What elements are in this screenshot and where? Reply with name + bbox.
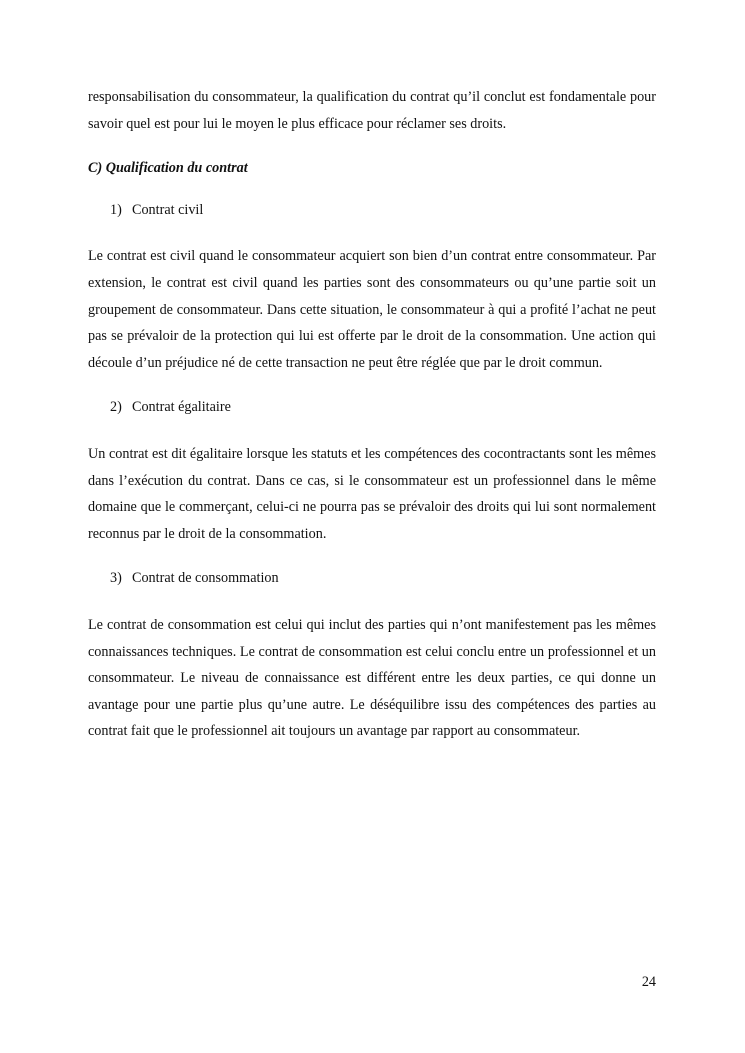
subsection-heading-2 bbox=[88, 394, 656, 421]
subsection-paragraph-1: Le contrat est civil quand le consommateur acquiert son bien d’un contrat entre consommateur. Par extension, le contrat est civil quand les parties sont des consommateurs ou qu’une partie soit un groupement de consommateur. Dans cette situation, le consommateur à qui a profité l’achat ne peut pas se prévaloir de la protection qui lui est offerte par le droit de la consommation. Une action qui découle d’un préjudice né de cette transaction ne peut être réglée que par le droit commun. bbox=[88, 248, 656, 371]
subsection-heading-1 bbox=[88, 197, 656, 224]
subsection-number: 3) bbox=[110, 570, 122, 587]
subsection-number: 1) bbox=[110, 201, 122, 218]
subsection-title: Contrat de consommation bbox=[132, 570, 279, 587]
subsection-paragraph-2: Un contrat est dit égalitaire lorsque les statuts et les compétences des cocontractants sont les mêmes dans l’exécution du contrat. Dans ce cas, si le consommateur est un professionnel dans le même domaine que le commerçant, celui-ci ne pourra pas se prévaloir des droits qui lui sont normalement reconnus par le droit de la consommation. bbox=[88, 445, 656, 542]
subsection-number: 2) bbox=[110, 399, 122, 416]
intro-paragraph: responsabilisation du consommateur, la qualification du contrat qu’il conclut est fondamentale pour savoir quel est pour lui le moyen le plus efficace pour réclamer ses droits. bbox=[88, 89, 656, 132]
subsection-title: Contrat civil bbox=[132, 201, 204, 218]
subsection-title: Contrat égalitaire bbox=[132, 399, 231, 416]
section-heading: C) Qualification du contrat bbox=[88, 160, 248, 177]
subsection-heading-3 bbox=[88, 565, 656, 592]
page-body bbox=[88, 84, 656, 745]
subsection-paragraph-3: Le contrat de consommation est celui qui inclut des parties qui n’ont manifestement pas les mêmes connaissances techniques. Le contrat de consommation est celui conclu entre un professionnel et un consommateur. Le niveau de connaissance est différent entre les deux parties, ce qui donne un avantage pour une partie plus qu’une autre. Le déséquilibre issu des compétences des parties au contrat fait que le professionnel ait toujours un avantage par rapport au consommateur. bbox=[88, 616, 656, 740]
page-number: 24 bbox=[641, 974, 656, 990]
